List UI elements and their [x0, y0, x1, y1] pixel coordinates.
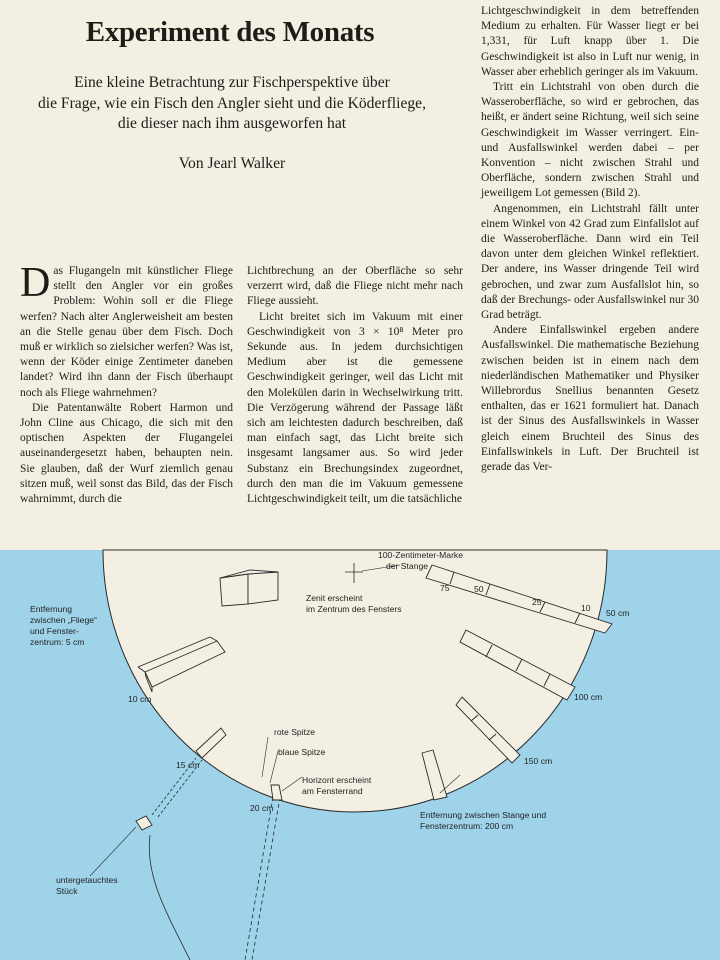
- label-fly-distance: Entfernung: [30, 604, 73, 614]
- fly-mark-10: 10 cm: [128, 694, 152, 704]
- paragraph: Andere Einfallswinkel ergeben andere Ausfallswinkel. Die mathematische Beziehung zwischen beiden ist in einem nach dem niederländischen Mathematiker und Physiker Willebrordus Snellius benannten Gesetz enthalten, das er 1621 formuliert hat. Danach ist der Sinus des Ausfallswinkels in Wasser gleich einem Bruchteil des Sinus des Einfallswinkels in Luft. Der Bruchteil ist gerade das Ver-: [481, 324, 699, 474]
- label-zenith-line2: im Zentrum des Fensters: [306, 604, 402, 614]
- rod-mark-50: 50 cm: [606, 608, 630, 618]
- paragraph: Die Patentanwälte Robert Harmon und John Cline aus Chicago, die sich mit den optischen Aspekten der Flugangelei auseinandergesetzt haben, behaupten nein. Sie glauben, daß der Wurf ziemlich genau sitzen muß, weil sonst das Bild, das der Fisch wahrnimmt, durch die: [20, 401, 233, 506]
- paragraph: Licht breitet sich im Vakuum mit einer Geschwindigkeit von 3 × 10⁸ Meter pro Sekunde aus. In jedem durchsichtigen Medium aber ist die gemessene Geschwindigkeit geringer, weil das Licht mit den Molekülen darin in Wechselwirkung tritt. Die Verzögerung während der Passage läßt sich am leichtesten dadurch beschreiben, daß man einfach sagt, das Licht breite sich insgesamt langsamer aus. So wird jeder Substanz ein Brechungsindex zugeordnet, durch den man die im Vakuum gemessene Lichtgeschwindigkeit teilt, um die tatsächliche: [247, 310, 463, 506]
- subtitle-line: Eine kleine Betrachtung zur Fischperspektive über: [74, 74, 390, 91]
- fly-mark-20: 20 cm: [250, 803, 274, 813]
- paragraph: [20, 260, 233, 401]
- label-zenith-line1: Zenit erscheint: [306, 593, 363, 603]
- text-column-2: [247, 264, 463, 507]
- label-rod-distance-line2: Fensterzentrum: 200 cm: [420, 821, 514, 831]
- rod-tick-50: 50: [474, 584, 484, 594]
- label-horizon-line1: Horizont erscheint: [302, 775, 372, 785]
- subtitle-line: die Frage, wie ein Fisch den Angler sieht und die Köderfliege,: [37, 94, 426, 112]
- rod-tick-10: 10: [581, 603, 591, 613]
- rod-tick-25: 25: [532, 597, 542, 607]
- rod-mark-150: 150 cm: [524, 756, 553, 766]
- label-fly-distance: zwischen „Fliege“: [30, 615, 97, 625]
- label-submerged-line2: Stück: [56, 886, 78, 896]
- byline: Von Jearl Walker: [178, 155, 286, 172]
- label-rod-distance-line1: Entfernung zwischen Stange und: [420, 810, 547, 820]
- rod-tick-75: 75: [440, 583, 450, 593]
- paragraph: Lichtgeschwindigkeit in dem betreffenden Medium zu erhalten. Für Wasser liegt er bei 1,331, für Luft knapp über 1. Die Geschwindigkeit ist also in Luft nur wenig, in Wasser aber erheblich geringer als im Vakuum.: [481, 5, 699, 78]
- drop-cap: D: [20, 260, 51, 306]
- label-red-tip: rote Spitze: [274, 727, 316, 737]
- label-mark-line1: 100-Zentimeter-Marke: [378, 550, 464, 560]
- fly-mark-15: 15 cm: [176, 760, 200, 770]
- paragraph: Angenommen, ein Lichtstrahl fällt unter einem Winkel von 42 Grad zum Einfallslot auf die Wasseroberfläche. Dann wird ein Teil davon unter dem gleichen Winkel reflektiert. Der andere, ins Wasser dringende Teil wird gebrochen, und zwar zum Ausfallslot hin, so daß der Brechungs- oder Ausfallswinkel nur 30 Grad beträgt.: [481, 202, 699, 322]
- paragraph: Tritt ein Lichtstrahl von oben durch die Wasseroberfläche, so wird er gebrochen, das heißt, er ändert seine Richtung, weil sich seine Geschwindigkeit im Wasser verringert. Ein- und Ausfallswinkel werden dabei – per Konvention – nicht zwischen Strahl und Oberfläche, sondern zwischen Strahl und jeweiligem Lot gemessen (Bild 2).: [481, 81, 699, 200]
- snell-window-diagram: [0, 545, 720, 960]
- text-column-1: [20, 260, 233, 507]
- article-subtitle: [22, 73, 442, 135]
- label-blue-tip: blaue Spitze: [278, 747, 326, 757]
- label-mark-line2: der Stange: [386, 561, 429, 571]
- label-horizon-line2: am Fensterrand: [302, 786, 363, 796]
- label-fly-distance: und Fenster-: [30, 626, 79, 636]
- fly-block-top: [220, 570, 278, 606]
- subtitle-line: die dieser nach ihm ausgeworfen hat: [117, 115, 347, 132]
- article-title: Experiment des Monats: [85, 16, 375, 48]
- text-column-3: [481, 4, 699, 475]
- paragraph: Lichtbrechung an der Oberfläche so sehr verzerrt wird, daß die Fliege nicht mehr nach Fliege aussieht.: [247, 265, 463, 308]
- label-submerged-line1: untergetauchtes: [56, 875, 118, 885]
- label-fly-distance: zentrum: 5 cm: [30, 637, 85, 647]
- rod-mark-100: 100 cm: [574, 692, 603, 702]
- paragraph-text: as Flugangeln mit künstlicher Fliege stellt den Angler vor ein großes Problem: Wohin soll er die Fliege werfen? Nach alter Anglerweisheit am besten an die Stelle genau über dem Fisch. Doch muß er wirklich so zielsicher werfen? Was ist, wenn der Köder einige Zentimeter daneben landet? Wird ihn dann der Fisch überhaupt noch als Fliege wahrnehmen?: [20, 265, 233, 399]
